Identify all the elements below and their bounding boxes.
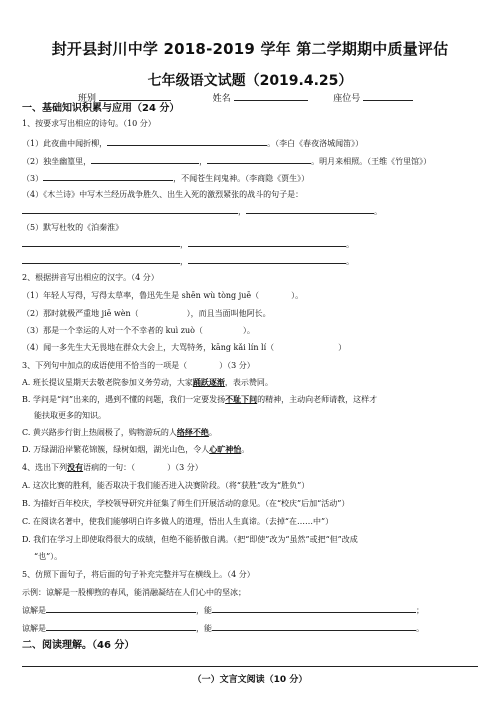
q1-line4-blanks: ， 。 [22,205,382,217]
q5-example: 示例：谅解是一股柳煦的春风，能消融凝结在人们心中的坚冰； [22,588,246,597]
q2-line4: （4）闻一多先生大无畏地在群众大会上，大骂特务，kāng kǎi lín lí（ ） [22,343,347,352]
name-label: 姓名 [212,94,231,104]
q3-prompt: 3、下列句中加点的成语使用不恰当的一项是（ ）（3 分） [22,361,255,370]
q1-prompt: 1、按要求写出相应的诗句。（10 分） [22,119,156,128]
q4-option-b: B. 为描好百年校庆，学校领导研究并征集了师生们开展活动的意见。（在“校庆”后加“活动”） [22,499,350,508]
exam-subtitle: 七年级语文试题（2019.4.25） [147,73,353,89]
q4-option-c: C. 在阅读名著中，使我们能够明白许多做人的道理，悟出人生真谛。（去掉“在……中”） [22,517,334,526]
q1-blank5[interactable] [22,205,238,214]
q4-prompt: 4、选出下列没有语病的一句：（ ）（3 分） [22,462,203,472]
q1-blank2[interactable] [91,155,199,164]
q1-line2: （2）独坐幽篁里， ， 。明月来相照。（王维《竹里馆》） [22,157,432,166]
q5-line2: 谅解是 ，能 。 [22,624,424,633]
name-field[interactable] [234,92,308,101]
q1-line5: （5）默写杜牧的《泊秦淮》 [22,223,124,232]
seat-field[interactable] [363,92,413,101]
section1-heading: 一、基础知识积累与应用（24 分） [22,103,180,114]
q1-blank4[interactable] [43,172,173,181]
seat-label: 座位号 [333,94,361,104]
q2-line2: （2）那时就极严重地 jiē wèn（ ），而且当面叫他阿长。 [22,309,271,318]
q1-blank1[interactable] [107,137,267,146]
q3-option-b-cont: 能扶取更多的知识。 [34,411,106,420]
q1-blank3[interactable] [207,155,311,164]
class-field[interactable] [99,92,171,101]
q2-line3: （3）那是一个幸运的人对一个不幸者的 kuì zuò（ ）。 [22,326,255,335]
q2-line1: （1）年轻人写得，写得太草率，鲁迅先生是 shēn wù tòng juē（ ）。 [22,291,304,300]
class-label: 班别 [78,94,97,104]
q3-option-b: B. 学问是“问”出来的，遇到不懂的问题，我们一定要发扬不耻下问的精神，主动向老师请教，这样才 [22,394,378,404]
q4-option-a: A. 这次比赛的胜利，能否取决于我们能否进入决赛阶段。（将“获胜”改为“胜负”） [22,481,310,490]
q3-option-c: C. 黄兴路步行街上热闹极了，购物游玩的人络绎不绝。 [22,427,217,437]
q4-option-d: D. 我们在学习上即使取得很大的成绩，但绝不能骄傲自满。（把“即使”改为“虽然”或把“但”改成 [22,535,358,544]
q3-option-a: A. 班长提议星期天去敬老院参加义务劳动，大家踊跃逐渐，表示赞同。 [22,377,273,387]
q1-line1: （1）此夜曲中闻折柳， 。（李白《春夜洛城闻笛》） [22,139,364,148]
q1-line5-blanks-b: ， 。 [22,255,354,267]
q2-prompt: 2、根据拼音写出相应的汉字。（4 分） [22,273,159,282]
q1-line5-blanks-a: ， 。 [22,238,354,250]
exam-title: 封开县封川中学 2018-2019 学年 第二学期期中质量评估 [51,40,449,58]
q4-option-d-cont: “也”）。 [34,552,63,561]
section2-subheading: （一）文言文阅读（10 分） [192,675,308,685]
q5-line1: 谅解是 ，能 ； [22,606,424,615]
q1-blank6[interactable] [246,205,374,214]
section2-heading: 二、阅读理解。（46 分） [22,640,135,651]
q1-line4: （4）《木兰诗》中写木兰经历战争胜久、出生入死的激烈紧张的战斗的句子是： [22,190,304,199]
q5-prompt: 5、仿照下面句子，将后面的句子补充完整并写在横线上。（4 分） [22,570,255,579]
q1-line3: （3） ，不闻苍生问鬼神。（李商隐《贾生》） [22,174,310,183]
section-divider [22,666,478,667]
q3-option-d: D. 万绿湖沿岸繁花锦簇，绿树如烟，湖光山色，令人心旷神怡。 [22,444,250,454]
